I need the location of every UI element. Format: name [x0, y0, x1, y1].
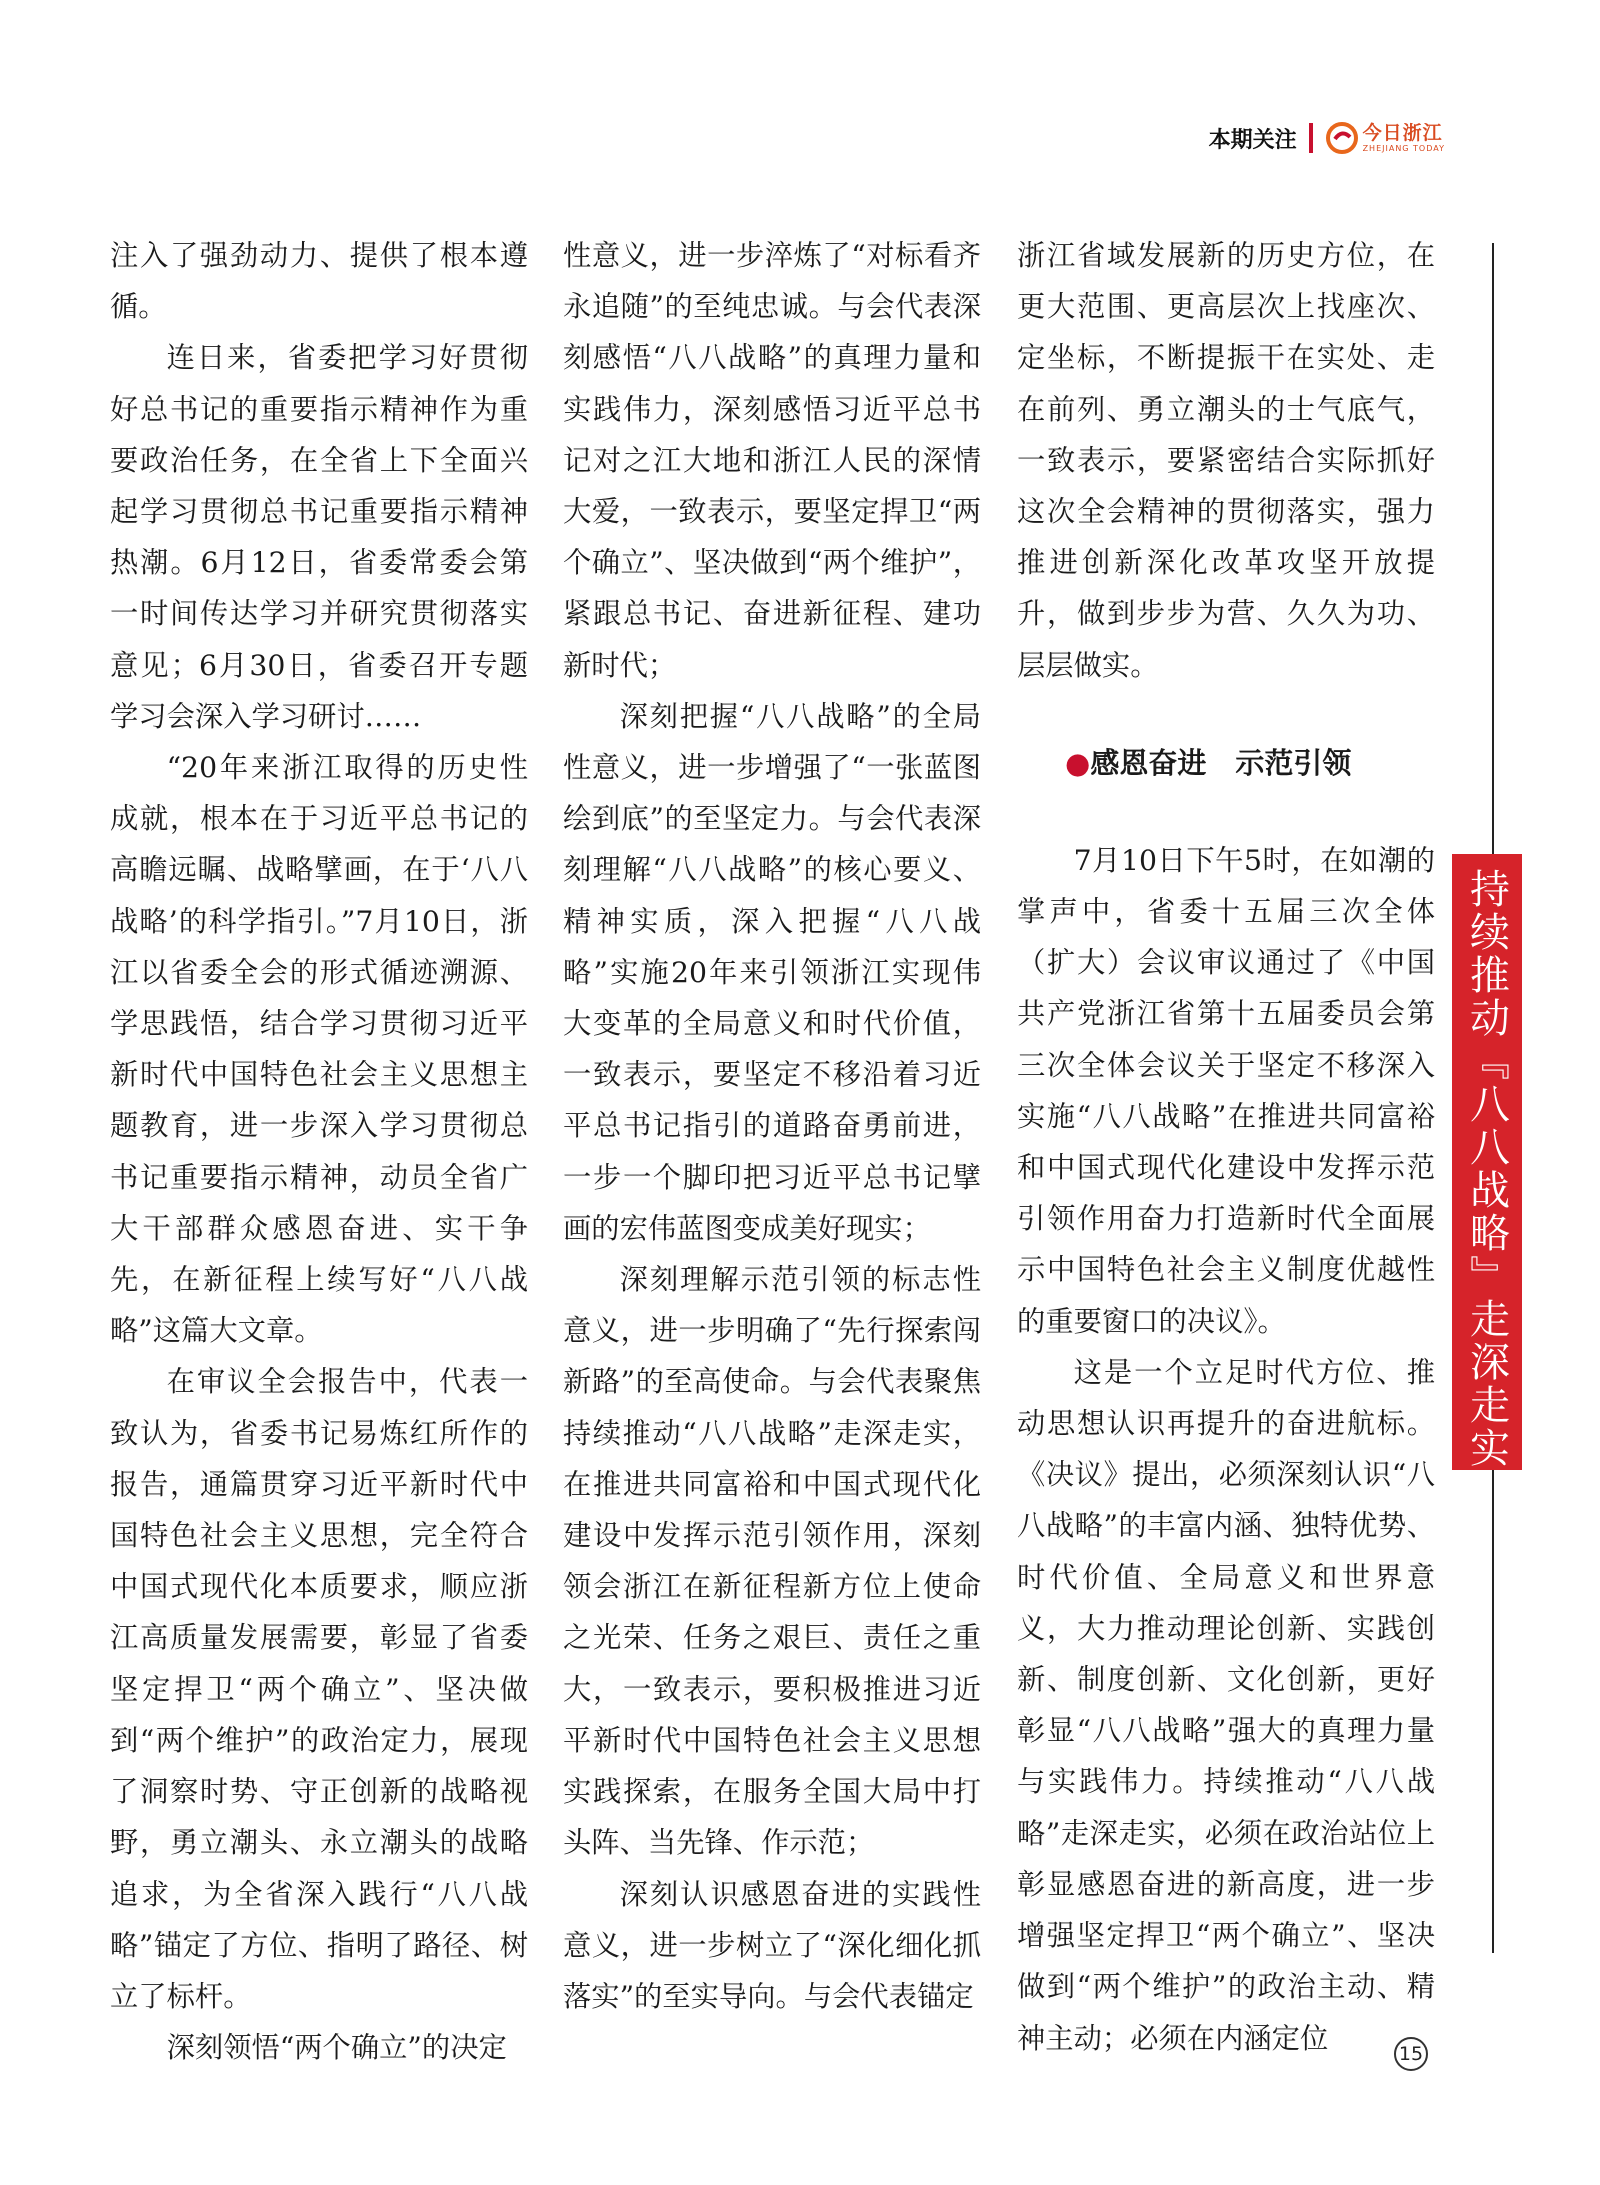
- text-column-3: [1017, 230, 1435, 2064]
- header-divider: [1309, 123, 1313, 153]
- page-number: 15: [1394, 2037, 1428, 2071]
- section-name: 本期关注: [1208, 127, 1297, 153]
- paragraph: 连日来，省委把学习好贯彻好总书记的重要指示精神作为重要政治任务，在全省上下全面兴起学习贯彻总书记重要指示精神热潮。6月12日，省委常委会第一时间传达学习并研究贯彻落实意见；6月30日，省委召开专题学习会深入学习研讨……: [110, 341, 528, 733]
- magazine-logo: [1325, 121, 1445, 155]
- page-header: [1209, 118, 1445, 158]
- paragraph: 深刻理解示范引领的标志性意义，进一步明确了“先行探索闯新路”的至高使命。与会代表聚焦持续推动“八八战略”走深走实，在推进共同富裕和中国式现代化建设中发挥示范引领作用，深刻领会浙江在新征程新方位上使命之光荣、任务之艰巨、责任之重大，一致表示，要积极推进习近平新时代中国特色社会主义思想实践探索，在服务全国大局中打头阵、当先锋、作示范；: [563, 1263, 981, 1860]
- section-subheading: [1017, 743, 1435, 783]
- text-column-2: [563, 230, 981, 2022]
- paragraph: 在审议全会报告中，代表一致认为，省委书记易炼红所作的报告，通篇贯穿习近平新时代中国特色社会主义思想，完全符合中国式现代化本质要求，顺应浙江高质量发展需要，彰显了省委坚定捍卫“两个确立”、坚决做到“两个维护”的政治定力，展现了洞察时势、守正创新的战略视野，勇立潮头、永立潮头的战略追求，为全省深入践行“八八战略”锚定了方位、指明了路径、树立了标杆。: [110, 1365, 528, 2013]
- logo-title: 今日浙江: [1362, 121, 1443, 144]
- subheading-text: 感恩奋进 示范引领: [1090, 745, 1352, 780]
- paragraph: 这是一个立足时代方位、推动思想认识再提升的奋进航标。《决议》提出，必须深刻认识“八八战略”的丰富内涵、独特优势、时代价值、全局意义和世界意义，大力推动理论创新、实践创新、制度创新、文化创新，更好彰显“八八战略”强大的真理力量与实践伟力。持续推动“八八战略”走深走实，必须在政治站位上彰显感恩奋进的新高度，进一步增强坚定捍卫“两个确立”、坚决做到“两个维护”的政治主动、精神主动；必须在内涵定位: [1017, 1355, 1435, 2055]
- logo-subtitle: ZHEJIANG TODAY: [1362, 143, 1445, 153]
- paragraph: 深刻领悟“两个确立”的决定: [166, 2031, 507, 2065]
- red-dot-icon: ●: [1065, 745, 1091, 780]
- banner-title: 持续推动『八八战略』走深走实: [1463, 868, 1510, 1470]
- paragraph: 7月10日下午5时，在如潮的掌声中，省委十五届三次全体（扩大）会议审议通过了《中国共产党浙江省第十五届委员会第三次全体会议关于坚定不移深入实施“八八战略”在推进共同富裕和中国式现代化建设中发挥示范引领作用奋力打造新时代全面展示中国特色社会主义制度优越性的重要窗口的决议》。: [1017, 843, 1435, 1338]
- paragraph: 浙江省域发展新的历史方位，在更大范围、更高层次上找座次、定坐标，不断提振干在实处、走在前列、勇立潮头的士气底气，一致表示，要紧密结合实际抓好这次全会精神的贯彻落实，强力推进创新深化改革攻坚开放提升，做到步步为营、久久为功、层层做实。: [1017, 239, 1435, 682]
- paragraph: 注入了强劲动力、提供了根本遵循。: [110, 239, 528, 324]
- vertical-title-banner: [1452, 854, 1522, 1470]
- text-column-1: [110, 230, 528, 2073]
- paragraph: 深刻把握“八八战略”的全局性意义，进一步增强了“一张蓝图绘到底”的至坚定力。与会代表深刻理解“八八战略”的核心要义、精神实质，深入把握“八八战略”实施20年来引领浙江实现伟大变革的全局意义和时代价值，一致表示，要坚定不移沿着习近平总书记指引的道路奋勇前进，一步一个脚印把习近平总书记擘画的宏伟蓝图变成美好现实；: [563, 699, 981, 1245]
- paragraph: “20年来浙江取得的历史性成就，根本在于习近平总书记的高瞻远瞩、战略擘画，在于‘八八战略’的科学指引。”7月10日，浙江以省委全会的形式循迹溯源、学思践悟，结合学习贯彻习近平新时代中国特色社会主义思想主题教育，进一步深入学习贯彻总书记重要指示精神，动员全省广大干部群众感恩奋进、实干争先，在新征程上续写好“八八战略”这篇大文章。: [110, 751, 528, 1348]
- paragraph: 性意义，进一步淬炼了“对标看齐永追随”的至纯忠诚。与会代表深刻感悟“八八战略”的真理力量和实践伟力，深刻感悟习近平总书记对之江大地和浙江人民的深情大爱，一致表示，要坚定捍卫“两个确立”、坚决做到“两个维护”，紧跟总书记、奋进新征程、建功新时代；: [563, 239, 981, 682]
- logo-swirl-icon: [1325, 121, 1359, 155]
- paragraph: 深刻认识感恩奋进的实践性意义，进一步树立了“深化细化抓落实”的至实导向。与会代表锚定: [563, 1877, 981, 2013]
